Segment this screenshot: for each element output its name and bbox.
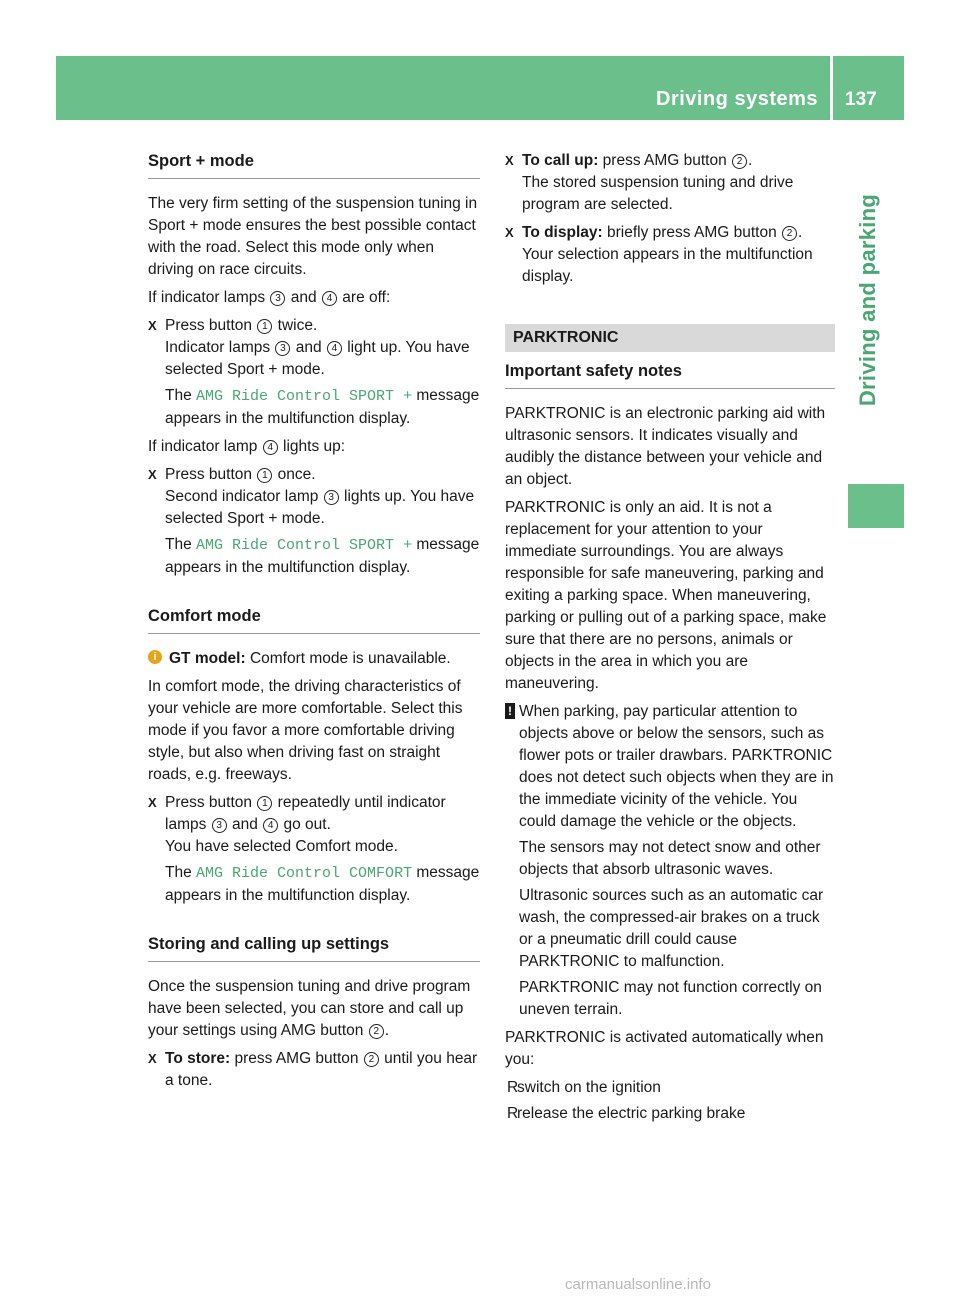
bullet-icon: R bbox=[507, 1079, 519, 1096]
right-column bbox=[505, 150, 835, 1129]
condition-text: If indicator lamp 4 lights up: bbox=[148, 438, 346, 455]
callout-number: 1 bbox=[257, 468, 272, 483]
list-item: R switch on the ignition bbox=[505, 1077, 835, 1099]
callout-number: 3 bbox=[212, 818, 227, 833]
comfort-intro: In comfort mode, the driving characteristics of your vehicle are more comfortable. Select this mode if you favor a more comfortable driving style, but also when driving fast on straight roads, e.g. freeways. bbox=[148, 678, 463, 783]
callout-number: 2 bbox=[732, 154, 747, 169]
callout-number: 2 bbox=[782, 226, 797, 241]
condition-text: If indicator lamps 3 and 4 are off: bbox=[148, 289, 391, 306]
warning-icon: ! bbox=[505, 703, 515, 719]
display-message: AMG Ride Control COMFORT bbox=[196, 865, 413, 882]
callout-number: 4 bbox=[327, 341, 342, 356]
storing-intro: Once the suspension tuning and drive program have been selected, you can store and call up your settings using AMG button 2 . bbox=[148, 978, 471, 1039]
header-divider bbox=[830, 56, 833, 120]
page-number: 137 bbox=[845, 89, 877, 110]
callout-number: 4 bbox=[263, 440, 278, 455]
info-icon: i bbox=[148, 650, 162, 664]
instruction-step: X Press button 1 twice. Indicator lamps 3 and 4 light up. You have selected Sport + mode. The AMG Ride Control SPORT + message appears in the multifunction display. bbox=[148, 317, 480, 427]
step-arrow-icon: X bbox=[148, 1051, 157, 1066]
section-band-parktronic: PARKTRONIC bbox=[505, 324, 835, 352]
callout-number: 3 bbox=[270, 291, 285, 306]
callout-number: 3 bbox=[324, 490, 339, 505]
instruction-step: X Press button 1 repeatedly until indicator lamps 3 and 4 go out. You have selected Comfort mode. The AMG Ride Control COMFORT message appears in the multifunction display. bbox=[148, 794, 480, 904]
callout-number: 4 bbox=[263, 818, 278, 833]
list-item: R release the electric parking brake bbox=[505, 1103, 835, 1125]
left-column bbox=[148, 150, 480, 1098]
display-message: AMG Ride Control SPORT + bbox=[196, 537, 413, 554]
warning-note: ! When parking, pay particular attention to objects above or below the sensors, such as flower pots or trailer drawbars. PARKTRONIC does not detect such objects when they are in the immediate vicinity of the vehicle. You could damage the vehicle or the objects. The sensors may not detect snow and other objects that absorb ultrasonic waves. Ultrasonic sources such as an automatic car wash, the compressed-air brakes on a truck or a pneumatic drill could cause PARKTRONIC to malfunction. PARKTRONIC may not function correctly on uneven terrain. bbox=[505, 701, 835, 1021]
parktronic-intro: PARKTRONIC is an electronic parking aid with ultrasonic sensors. It indicates visually and audibly the distance between your vehicle and an object. bbox=[505, 405, 826, 488]
activation-text: PARKTRONIC is activated automatically when you: bbox=[505, 1029, 824, 1068]
info-note: i GT model: Comfort mode is unavailable. bbox=[148, 648, 480, 670]
step-arrow-icon: X bbox=[505, 225, 514, 240]
sport-plus-intro: The very firm setting of the suspension tuning in Sport + mode ensures the best possible contact with the road. Select this mode only when driving on race circuits. bbox=[148, 195, 478, 278]
callout-number: 4 bbox=[322, 291, 337, 306]
callout-number: 3 bbox=[275, 341, 290, 356]
heading-sport-plus: Sport + mode bbox=[148, 150, 480, 179]
watermark: carmanualsonline.info bbox=[565, 1276, 711, 1293]
bullet-icon: R bbox=[507, 1105, 519, 1122]
header-title: Driving systems bbox=[656, 88, 819, 110]
step-arrow-icon: X bbox=[148, 318, 157, 333]
instruction-step: X To display: briefly press AMG button 2 . Your selection appears in the multifunction display. bbox=[505, 224, 813, 285]
callout-number: 2 bbox=[369, 1024, 384, 1039]
step-arrow-icon: X bbox=[505, 153, 514, 168]
parktronic-aid-note: PARKTRONIC is only an aid. It is not a replacement for your attention to your immediate surroundings. You are always responsible for safe maneuvering, parking and exiting a parking space. When maneuvering, parking or pulling out of a parking space, make sure that there are no persons, animals or objects in the area in which you are maneuvering. bbox=[505, 499, 827, 692]
instruction-step: X To store: press AMG button 2 until you hear a tone. bbox=[148, 1050, 478, 1089]
step-arrow-icon: X bbox=[148, 467, 157, 482]
side-tab-marker bbox=[848, 484, 904, 528]
heading-comfort-mode: Comfort mode bbox=[148, 605, 480, 634]
side-tab-label: Driving and parking bbox=[855, 193, 880, 407]
step-arrow-icon: X bbox=[148, 795, 157, 810]
display-message: AMG Ride Control SPORT + bbox=[196, 388, 413, 405]
callout-number: 1 bbox=[257, 796, 272, 811]
heading-storing-settings: Storing and calling up settings bbox=[148, 933, 480, 962]
callout-number: 1 bbox=[257, 319, 272, 334]
instruction-step: X To call up: press AMG button 2 . The stored suspension tuning and drive program are selected. bbox=[505, 152, 794, 213]
heading-safety-notes: Important safety notes bbox=[505, 360, 835, 389]
callout-number: 2 bbox=[364, 1052, 379, 1067]
instruction-step: X Press button 1 once. Second indicator lamp 3 lights up. You have selected Sport + mode. The AMG Ride Control SPORT + message appears in the multifunction display. bbox=[148, 466, 480, 576]
